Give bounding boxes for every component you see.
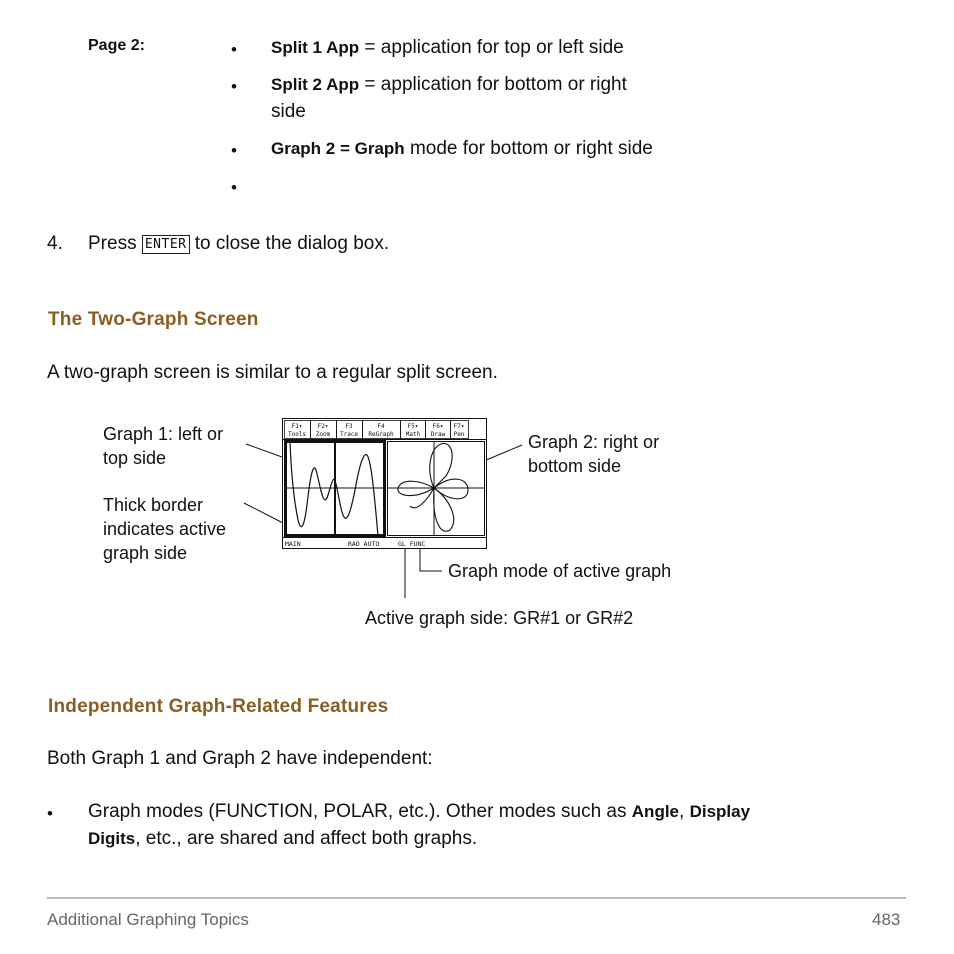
bullet-marker: •	[47, 804, 53, 823]
step-number: 4.	[47, 233, 63, 254]
toolbar-label: Zoom	[315, 431, 331, 438]
bullet-text: , etc., are shared and affect both graphs.	[135, 828, 478, 849]
toolbar-fkey: F3	[345, 423, 353, 430]
toolbar-label: Trace	[339, 431, 359, 438]
leader-line	[420, 547, 442, 571]
toolbar-label: Math	[405, 431, 421, 438]
bullet-split2	[271, 72, 627, 98]
graph1-panel[interactable]	[285, 441, 385, 536]
bullet-marker: •	[231, 178, 237, 197]
toolbar-fkey: F4	[377, 423, 385, 430]
toolbar-fkey: F7▾	[453, 423, 465, 430]
toolbar-label: Tools	[287, 431, 307, 438]
bullet-graph2	[271, 136, 653, 162]
status-middle: RAD AUTO	[348, 540, 380, 548]
enter-key: ENTER	[142, 235, 190, 254]
bullet-bold: Angle	[631, 802, 680, 821]
bullet-bold: Graph 2 = Graph	[271, 139, 405, 158]
step-4-text	[88, 231, 389, 257]
bullet-text: ,	[679, 801, 690, 822]
section-intro: A two-graph screen is similar to a regular split screen.	[47, 362, 498, 383]
footer-title: Additional Graphing Topics	[47, 910, 249, 929]
bullet-graph-modes	[88, 799, 750, 825]
two-graph-screen-figure	[240, 410, 710, 600]
bullet-bold: Display	[689, 802, 751, 821]
section-heading: Independent Graph-Related Features	[48, 696, 389, 717]
callout-graph2: Graph 2: right or bottom side	[528, 432, 660, 476]
page-number: 483	[872, 910, 901, 929]
bullet-text: = application for bottom or right	[359, 74, 627, 95]
toolbar-label: ReGraph	[368, 431, 394, 438]
toolbar-label: Draw	[430, 431, 446, 438]
callout-thick-border: Thick border indicates active graph side	[103, 495, 227, 563]
callout-graph-mode: Graph mode of active graph	[448, 561, 672, 581]
bullet-marker: •	[231, 40, 237, 59]
leader-line	[244, 503, 285, 524]
callout-graph1: Graph 1: left or top side	[103, 424, 224, 468]
bullet-text: mode for bottom or right side	[404, 138, 653, 159]
section-intro: Both Graph 1 and Graph 2 have independent:	[47, 748, 433, 769]
footer-rule	[47, 897, 906, 899]
bullet-marker: •	[231, 77, 237, 96]
toolbar-label: Pen	[453, 431, 465, 438]
bullet-split1	[271, 35, 624, 61]
step-pre: Press	[88, 233, 137, 254]
step-post: to close the dialog box.	[194, 233, 390, 254]
toolbar-fkey: F1▾	[291, 423, 303, 430]
graph2-panel[interactable]	[387, 441, 485, 536]
bullet-graph-modes-cont	[88, 826, 477, 852]
section-heading: The Two-Graph Screen	[48, 309, 259, 330]
toolbar-fkey: F5▾	[407, 423, 419, 430]
status-right: GL FUNC	[398, 540, 426, 548]
page2-label: Page 2:	[88, 37, 145, 54]
leader-line	[246, 444, 282, 457]
status-left: MAIN	[285, 540, 301, 548]
bullet-bold: Digits	[88, 829, 136, 848]
bullet-marker: •	[231, 141, 237, 160]
toolbar-fkey: F2▾	[317, 423, 329, 430]
toolbar-fkey: F6▾	[432, 423, 444, 430]
callout-active-side: Active graph side: GR#1 or GR#2	[365, 608, 634, 628]
bullet-text: Graph modes (FUNCTION, POLAR, etc.). Other modes such as	[88, 801, 632, 822]
bullet-text-cont: side	[271, 101, 306, 122]
bullet-bold: Split 1 App	[271, 38, 360, 57]
bullet-text: = application for top or left side	[359, 37, 624, 58]
bullet-bold: Split 2 App	[271, 75, 360, 94]
